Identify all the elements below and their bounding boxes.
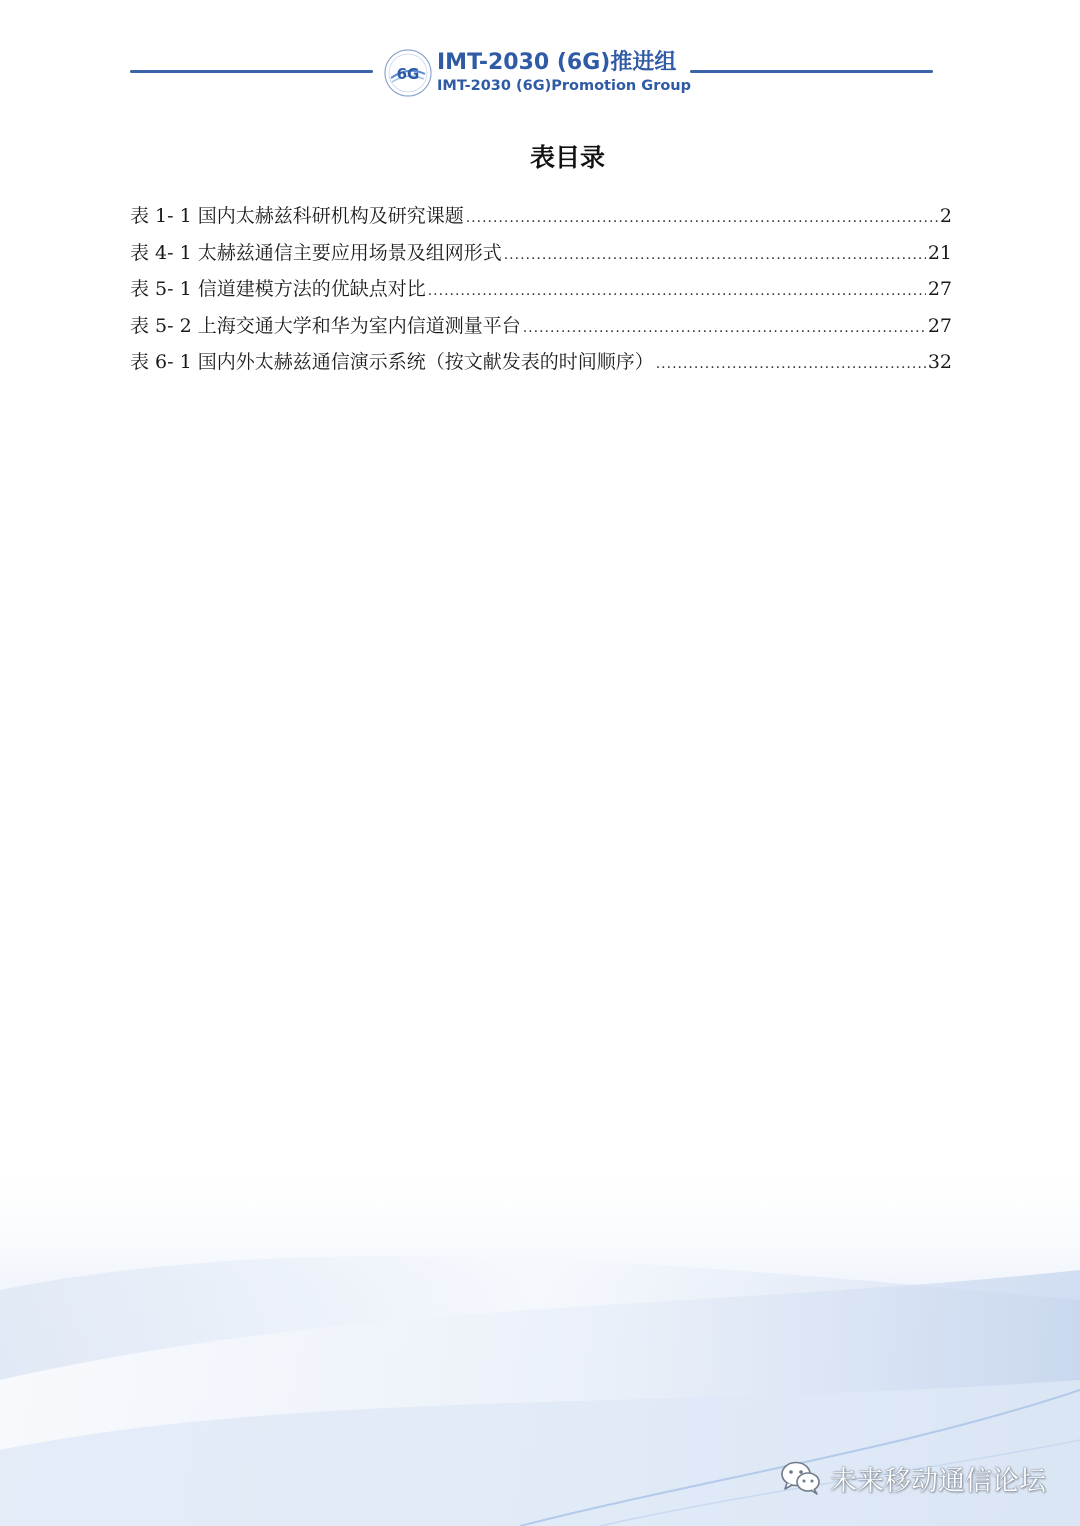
toc-leader-dots	[504, 241, 926, 269]
toc-entry-page: 27	[927, 278, 952, 300]
toc-entry[interactable]	[130, 348, 952, 385]
header-rule-right	[690, 70, 933, 73]
toc-entry-label: 表 5- 1 信道建模方法的优缺点对比	[130, 278, 426, 300]
toc-entry-label: 表 6- 1 国内外太赫兹通信演示系统（按文献发表的时间顺序）	[130, 351, 654, 373]
watermark-text: 未来移动通信论坛	[830, 1465, 1046, 1497]
page-title: 表目录	[529, 143, 605, 172]
toc-entry[interactable]	[130, 202, 952, 239]
toc-entry-page: 2	[939, 205, 952, 227]
header-rule-left	[130, 70, 373, 73]
toc-entry[interactable]	[130, 275, 952, 312]
logo-text: 6G	[396, 65, 420, 83]
toc-entry-page: 27	[927, 314, 952, 337]
toc-leader-dots	[656, 350, 926, 378]
toc-leader-dots	[428, 277, 926, 305]
toc-entry[interactable]	[130, 312, 952, 349]
wechat-icon	[780, 1460, 822, 1496]
toc-entry-page: 21	[927, 241, 952, 264]
toc-entry-label: 表 1- 1 国内太赫兹科研机构及研究课题	[130, 205, 464, 227]
org-subtitle: IMT-2030 (6G)Promotion Group	[437, 78, 692, 94]
toc-entry-label: 表 4- 1 太赫兹通信主要应用场景及组网形式	[130, 241, 502, 264]
watermark	[780, 1458, 1046, 1498]
toc-entry-page: 32	[927, 351, 952, 373]
imt2030-logo-icon	[383, 48, 433, 98]
org-title: IMT-2030 (6G)推进组	[437, 50, 677, 75]
toc-leader-dots	[466, 204, 938, 232]
table-of-tables	[130, 202, 952, 385]
toc-entry-label: 表 5- 2 上海交通大学和华为室内信道测量平台	[130, 314, 521, 337]
toc-entry[interactable]	[130, 239, 952, 276]
toc-leader-dots	[523, 314, 926, 342]
page-header	[0, 0, 1080, 110]
